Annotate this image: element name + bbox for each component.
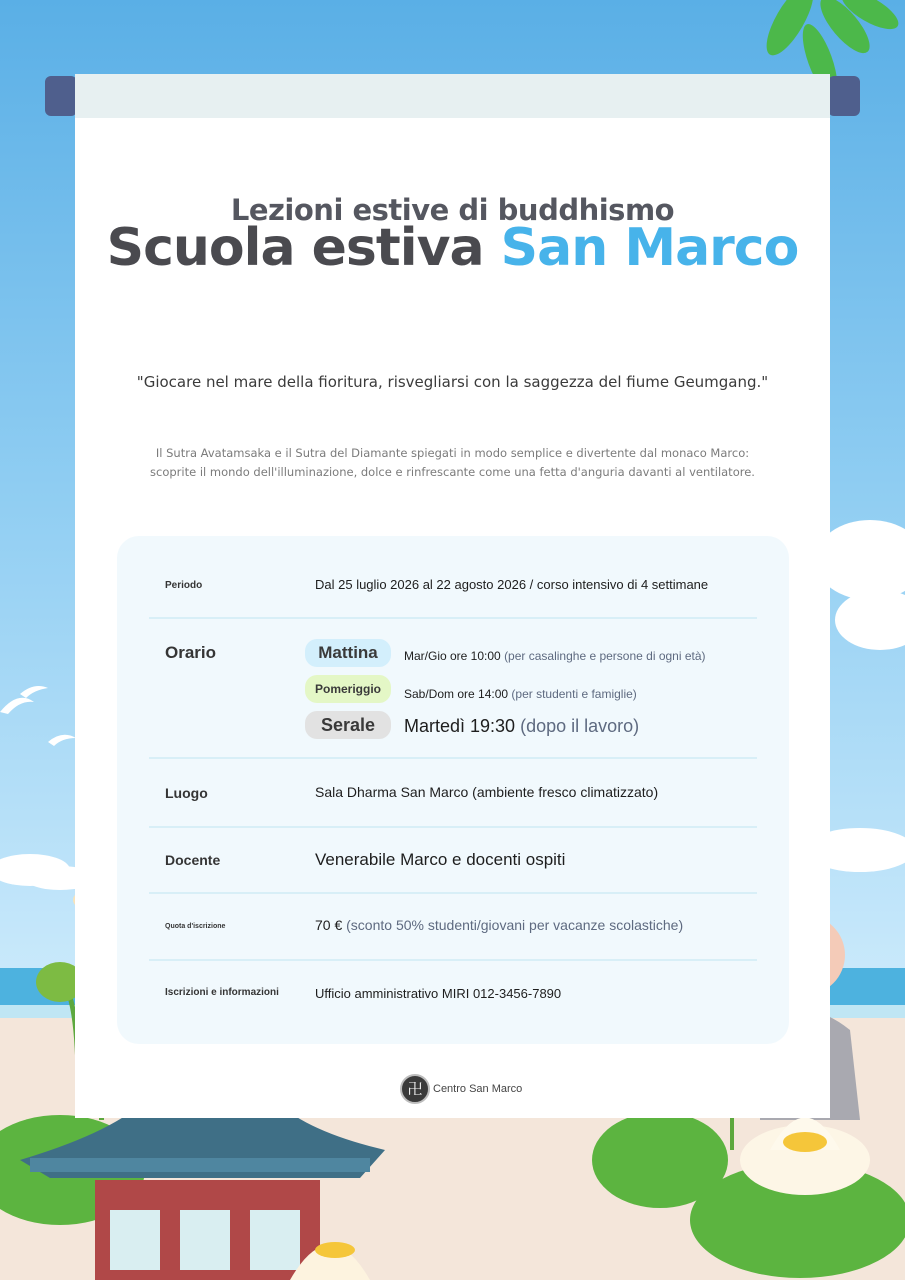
divider <box>149 826 757 828</box>
motto: "Giocare nel mare della fioritura, risvegliarsi con la saggezza del fiume Geumgang." <box>136 373 769 391</box>
afternoon-pill: Pomeriggio <box>305 675 391 703</box>
afternoon-time: Sab/Dom ore 14:00 <box>404 687 509 701</box>
place-label: Luogo <box>165 785 208 801</box>
contact-value: Ufficio amministrativo MIRI 012-3456-7890 <box>315 986 562 1001</box>
morning-note: (per casalinghe e persone di ogni età) <box>504 649 706 663</box>
organization-name: Centro San Marco <box>433 1083 523 1095</box>
evening-note: (dopo il lavoro) <box>520 716 640 736</box>
teacher-label: Docente <box>165 852 221 868</box>
fee-label: Quota d'iscrizione <box>165 923 226 930</box>
poster-subtitle: Lezioni estive di buddhismo <box>230 193 675 227</box>
temple-logo-icon: 卍 <box>400 1074 430 1104</box>
schedule-label: Orario <box>165 643 217 662</box>
evening-time: Martedì 19:30 <box>404 716 516 736</box>
fee-amount: 70 € <box>315 917 343 933</box>
divider <box>149 959 757 961</box>
scroll-rod-left <box>45 76 77 116</box>
divider <box>149 617 757 619</box>
fee-note: (sconto 50% studenti/giovani per vacanze scolastiche) <box>346 917 684 933</box>
period-value: Dal 25 luglio 2026 al 22 agosto 2026 / corso intensivo di 4 settimane <box>315 577 709 592</box>
info-card <box>117 536 789 1044</box>
scroll-header-band <box>75 74 830 118</box>
morning-time: Mar/Gio ore 10:00 <box>404 649 501 663</box>
contact-label: Iscrizioni e informazioni <box>165 987 279 998</box>
description-line-1: Il Sutra Avatamsaka e il Sutra del Diamante spiegati in modo semplice e divertente dal monaco Marco: <box>155 446 750 460</box>
afternoon-note: (per studenti e famiglie) <box>511 687 637 701</box>
afternoon-slot <box>404 687 637 701</box>
evening-slot <box>404 716 639 737</box>
title-main: Scuola estiva <box>106 218 501 278</box>
poster-title <box>0 218 905 278</box>
fee-value <box>315 917 683 933</box>
period-label: Periodo <box>165 580 203 591</box>
scroll-rod-right <box>828 76 860 116</box>
place-value: Sala Dharma San Marco (ambiente fresco climatizzato) <box>315 784 659 800</box>
title-accent: San Marco <box>500 218 799 278</box>
evening-pill: Serale <box>305 711 391 739</box>
teacher-value: Venerabile Marco e docenti ospiti <box>315 850 566 869</box>
morning-slot <box>404 649 706 663</box>
morning-pill: Mattina <box>305 639 391 667</box>
description <box>0 444 905 482</box>
description-line-2: scoprite il mondo dell'illuminazione, dolce e rinfrescante come una fetta d'anguria davanti al ventilatore. <box>150 465 755 479</box>
divider <box>149 757 757 759</box>
divider <box>149 892 757 894</box>
